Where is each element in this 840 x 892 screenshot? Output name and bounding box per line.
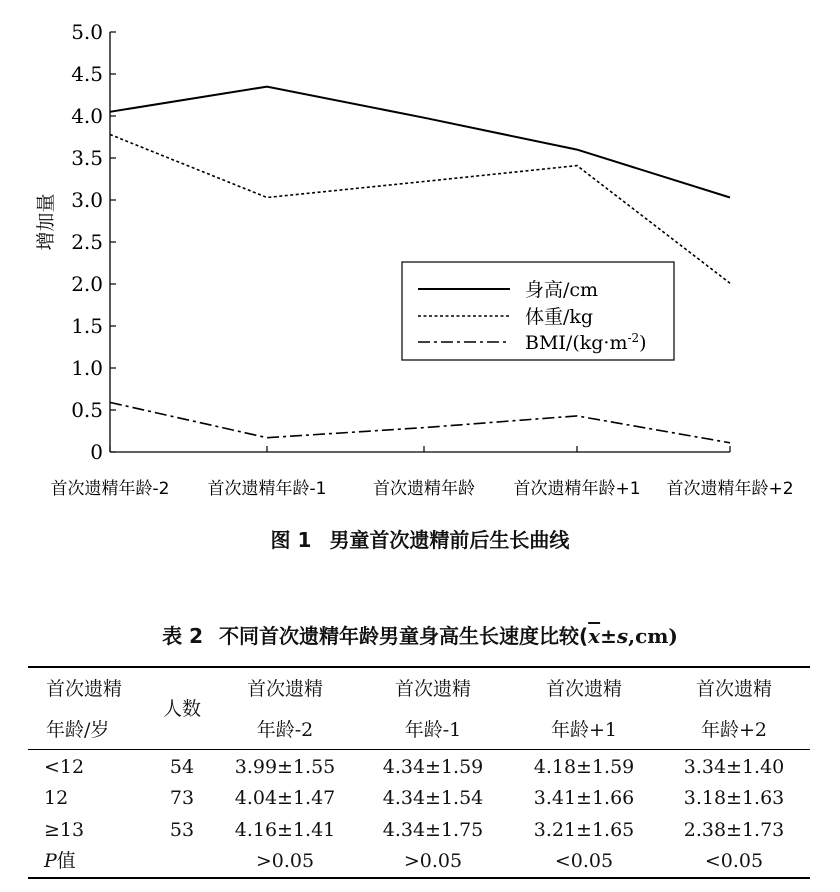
table-title [0,620,840,649]
series-line-3 [110,402,730,442]
x-axis [51,446,794,499]
y-axis [71,20,116,464]
figure-caption [0,524,840,553]
series-line-2 [110,135,730,284]
table-cell: 4.16±1.41 [234,819,336,841]
table-cell: 4.34±1.54 [382,787,484,809]
legend-label-1: 身高/cm [525,279,599,301]
y-tick-label: 5.0 [71,20,103,44]
table-cell: 3.21±1.65 [533,819,635,841]
y-tick-label: 0.5 [71,398,103,422]
header-first-emission-age-line1: 首次遗精 [46,678,123,700]
table-cell: 2.38±1.73 [683,819,785,841]
table-top-rule [28,666,810,668]
figure-number: 图 1 [270,528,312,552]
header-col2-line2: 年龄-2 [256,719,314,741]
x-tick-label: 首次遗精年龄-2 [50,479,170,499]
table-cell: 53 [169,819,195,841]
series-line-1 [110,87,730,198]
table-cell: 54 [169,756,195,778]
y-tick-label: 2.0 [71,272,103,296]
table-row-label: <12 [44,756,85,778]
x-tick-label: 首次遗精年龄-1 [207,479,327,499]
table-cell: 73 [169,787,195,809]
p-value-cell: <0.05 [554,850,614,872]
p-symbol: P [44,850,57,872]
table-cell: 3.34±1.40 [683,756,785,778]
header-col3-line1: 首次遗精 [394,678,471,700]
table-cell: 4.34±1.75 [382,819,484,841]
table-cell: 3.18±1.63 [683,787,785,809]
x-tick-label: 首次遗精年龄+2 [666,479,794,499]
table-title-text: 不同首次遗精年龄男童身高生长速度比较( [219,624,589,648]
table-header-rule [28,749,810,750]
header-col4-line2: 年龄+1 [550,719,617,741]
table-title-pm: ± [600,624,617,648]
table-cell: 3.99±1.55 [234,756,336,778]
header-col5-line1: 首次遗精 [695,678,772,700]
y-axis-label: 增加量 [35,193,57,251]
table-cell: 4.34±1.59 [382,756,484,778]
y-tick-label: 4.5 [71,62,103,86]
p-value-row-label [44,849,76,873]
table-number: 表 2 [162,624,203,648]
p-value-cell: <0.05 [704,850,764,872]
figure-caption-text: 男童首次遗精前后生长曲线 [329,528,570,552]
table-title-unit: ,cm) [628,624,678,648]
y-tick-label: 2.5 [71,230,103,254]
p-label-suffix: 值 [56,850,76,872]
p-value-cell: >0.05 [255,850,315,872]
header-col2-line1: 首次遗精 [246,678,323,700]
header-col5-line2: 年龄+2 [700,719,767,741]
table-row-label: 12 [44,787,69,809]
table-cell: 4.04±1.47 [234,787,336,809]
table-bottom-rule [28,877,810,879]
legend-label-3: BMI/$(kg\cdot m^{-2})$ [525,331,647,354]
y-tick-label: 1.0 [71,356,103,380]
table-cell: 3.41±1.66 [533,787,635,809]
y-tick-label: 4.0 [71,104,103,128]
table-title-sd-symbol: s [616,624,629,648]
p-value-cell: >0.05 [403,850,463,872]
y-tick-label: 3.5 [71,146,103,170]
legend [402,262,674,360]
legend-label-2: 体重/kg [525,306,594,328]
y-tick-label: 0 [90,440,103,464]
y-tick-label: 3.0 [71,188,103,212]
table-row-label: ≥13 [44,819,85,841]
header-first-emission-age-line2: 年龄/岁 [46,719,110,741]
y-tick-label: 1.5 [71,314,103,338]
header-col4-line1: 首次遗精 [545,678,622,700]
table-title-mean-symbol: $\overline{x}$ [588,624,601,648]
header-count: 人数 [162,698,201,720]
header-col3-line2: 年龄-1 [404,719,462,741]
table-cell: 4.18±1.59 [533,756,635,778]
x-tick-label: 首次遗精年龄 [373,479,475,499]
x-tick-label: 首次遗精年龄+1 [513,479,641,499]
